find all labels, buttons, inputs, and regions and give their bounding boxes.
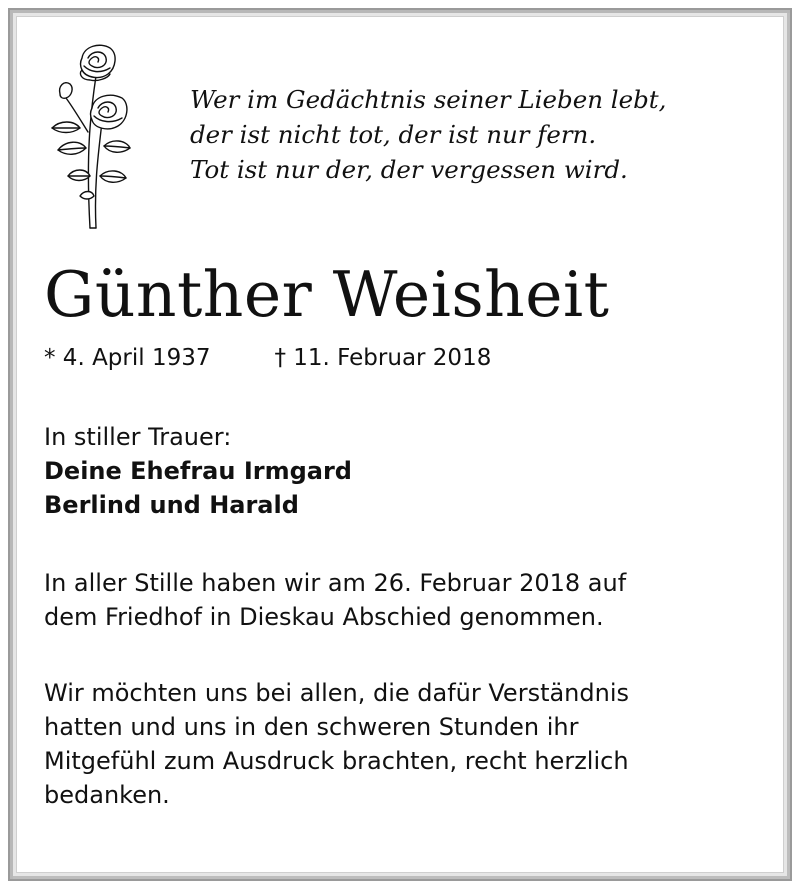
- thanks-line: Wir möchten uns bei allen, die dafür Verständnis: [44, 679, 630, 707]
- thanks-line: hatten und uns in den schweren Stunden ihr: [44, 713, 579, 741]
- quote-line: der ist nicht tot, der ist nur fern.: [190, 120, 597, 149]
- birth-date: * 4. April 1937: [44, 345, 211, 371]
- memorial-quote: [190, 82, 666, 187]
- thanks-line: bedanken.: [44, 781, 170, 809]
- quote-line: Tot ist nur der, der vergessen wird.: [190, 155, 628, 184]
- quote-line: Wer im Gedächtnis seiner Lieben lebt,: [190, 85, 667, 114]
- mourner-line: Berlind und Harald: [44, 491, 299, 519]
- thanks-line: Mitgefühl zum Ausdruck brachten, recht herzlich: [44, 747, 629, 775]
- deceased-name: Günther Weisheit: [44, 258, 610, 331]
- death-date: † 11. Februar 2018: [274, 345, 492, 371]
- thanks-notice: [44, 676, 629, 812]
- mourners-intro: In stiller Trauer:: [44, 423, 232, 451]
- burial-line: dem Friedhof in Dieskau Abschied genommen.: [44, 603, 604, 631]
- burial-notice: [44, 566, 626, 634]
- roses-icon: [38, 36, 138, 236]
- mourner-line: Deine Ehefrau Irmgard: [44, 457, 352, 485]
- life-dates: [44, 342, 491, 374]
- burial-line: In aller Stille haben wir am 26. Februar 2018 auf: [44, 569, 627, 597]
- mourners-section: [44, 420, 352, 522]
